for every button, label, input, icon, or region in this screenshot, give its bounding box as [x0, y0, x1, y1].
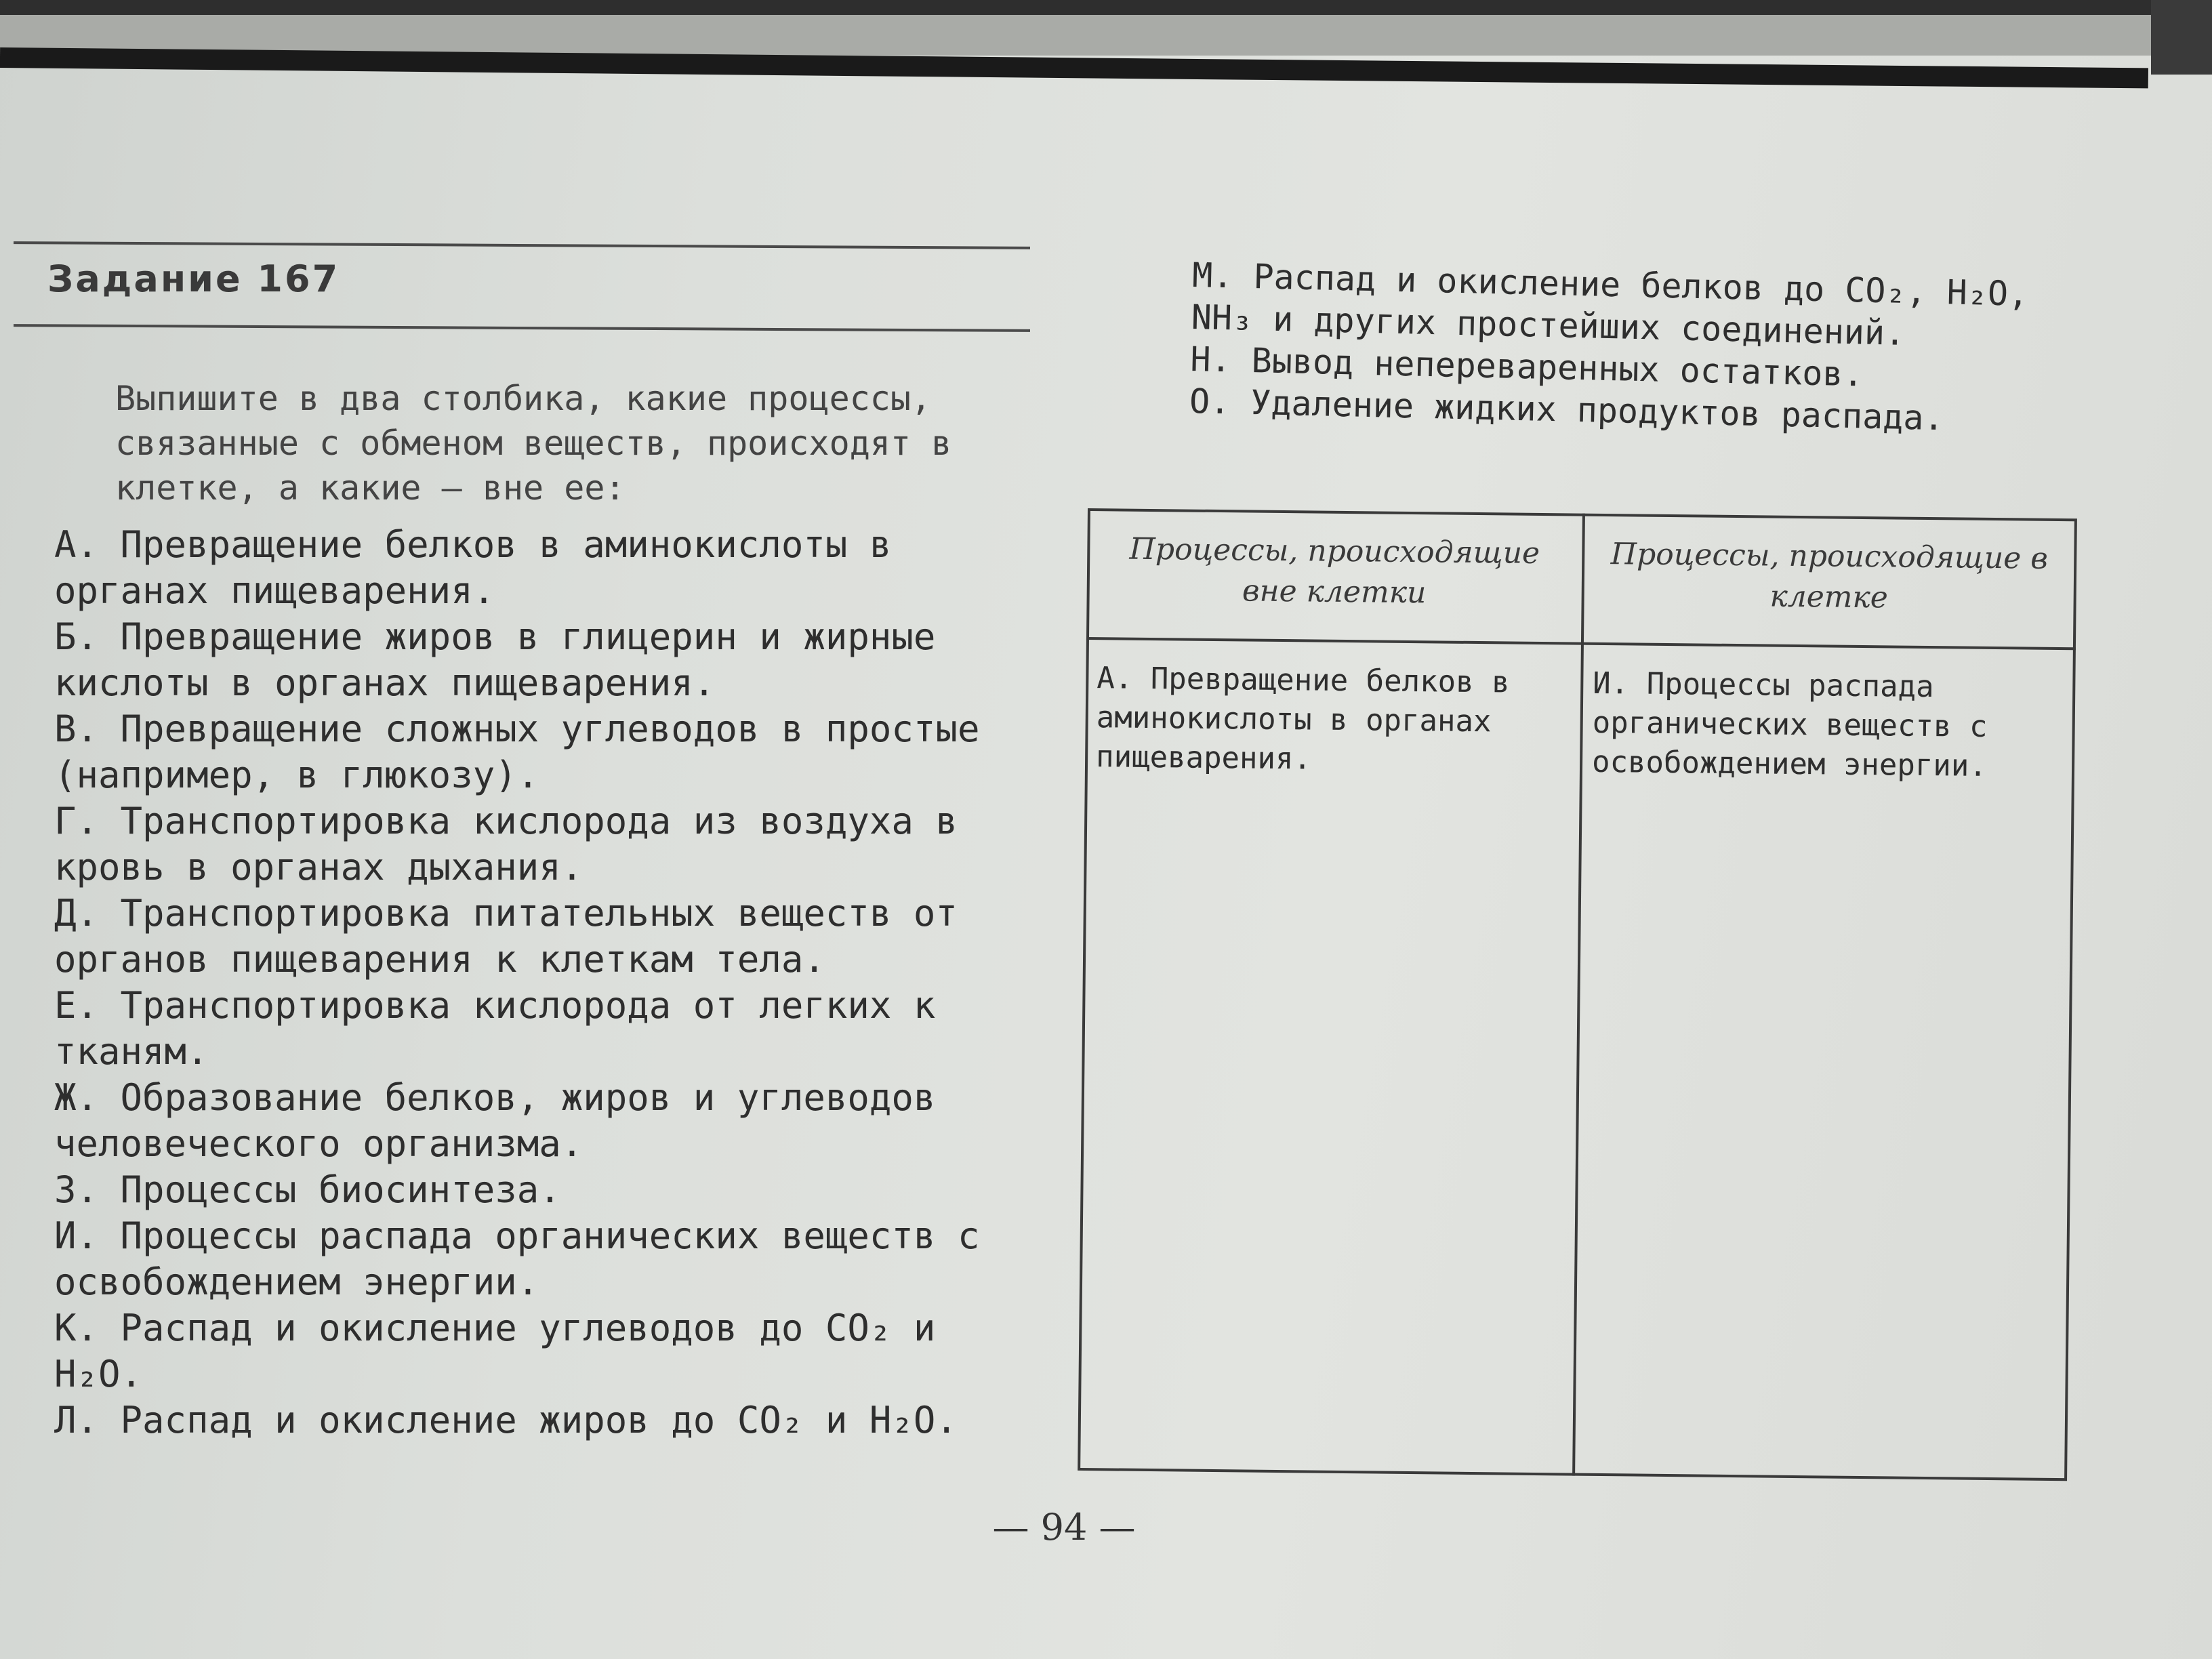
list-item: М. Распад и окисление белков до CO₂, H₂O, NH₃ и других простейших соединений. [1191, 255, 2029, 353]
table-cell-outside: А. Превращение белков в аминокислоты в органах пищеварения. [1095, 661, 1510, 777]
list-item: Е. Транспортировка кислорода от легких к тканям. [54, 984, 936, 1073]
item-list-right [1189, 254, 2073, 442]
table-header-outside-cell: Процессы, происходящие вне клетки [1129, 531, 1540, 611]
answer-table [1078, 508, 2077, 1481]
list-item: Ж. Образование белков, жиров и углеводов человеческого организма. [54, 1076, 936, 1165]
list-item: А. Превращение белков в аминокислоты в органах пищеварения. [54, 523, 892, 612]
instruction-text: Выпишите в два столбика, какие процессы, связанные с обменом веществ, происходят в клетке, а какие — вне ее: [115, 379, 952, 508]
list-item: В. Превращение сложных углеводов в простые (например, в глюкозу). [54, 708, 980, 796]
list-item: З. Процессы биосинтеза. [54, 1168, 561, 1211]
item-list-left [54, 522, 1044, 1443]
list-item: Б. Превращение жиров в глицерин и жирные кислоты в органах пищеварения. [54, 615, 936, 704]
list-item: К. Распад и окисление углеводов до CO₂ и H₂O. [54, 1307, 936, 1395]
list-item: Д. Транспортировка питательных веществ от органов пищеварения к клеткам тела. [54, 892, 958, 981]
book-spine-band [0, 15, 2212, 56]
list-item: О. Удаление жидких продуктов распада. [1189, 381, 1945, 438]
header-rule-top [14, 241, 1030, 249]
corner-shadow [2151, 0, 2212, 75]
task-title: Задание 167 [47, 258, 340, 300]
page-top-edge [0, 0, 2212, 15]
page-number: — 94 — [992, 1506, 1136, 1549]
table-cell-inside: И. Процессы распада органических веществ с освобождением энергии. [1591, 665, 1988, 783]
list-item: Л. Распад и окисление жиров до CO₂ и H₂O. [54, 1399, 958, 1441]
list-item: И. Процессы распада органических веществ с освобождением энергии. [54, 1214, 980, 1303]
list-item: Н. Вывод непереваренных остатков. [1189, 339, 1864, 394]
table-header-inside-cell: Процессы, происходящие в клетке [1610, 537, 2049, 615]
list-item: Г. Транспортировка кислорода из воздуха в кровь в органах дыхания. [54, 800, 958, 888]
header-rule-bottom [14, 324, 1030, 332]
